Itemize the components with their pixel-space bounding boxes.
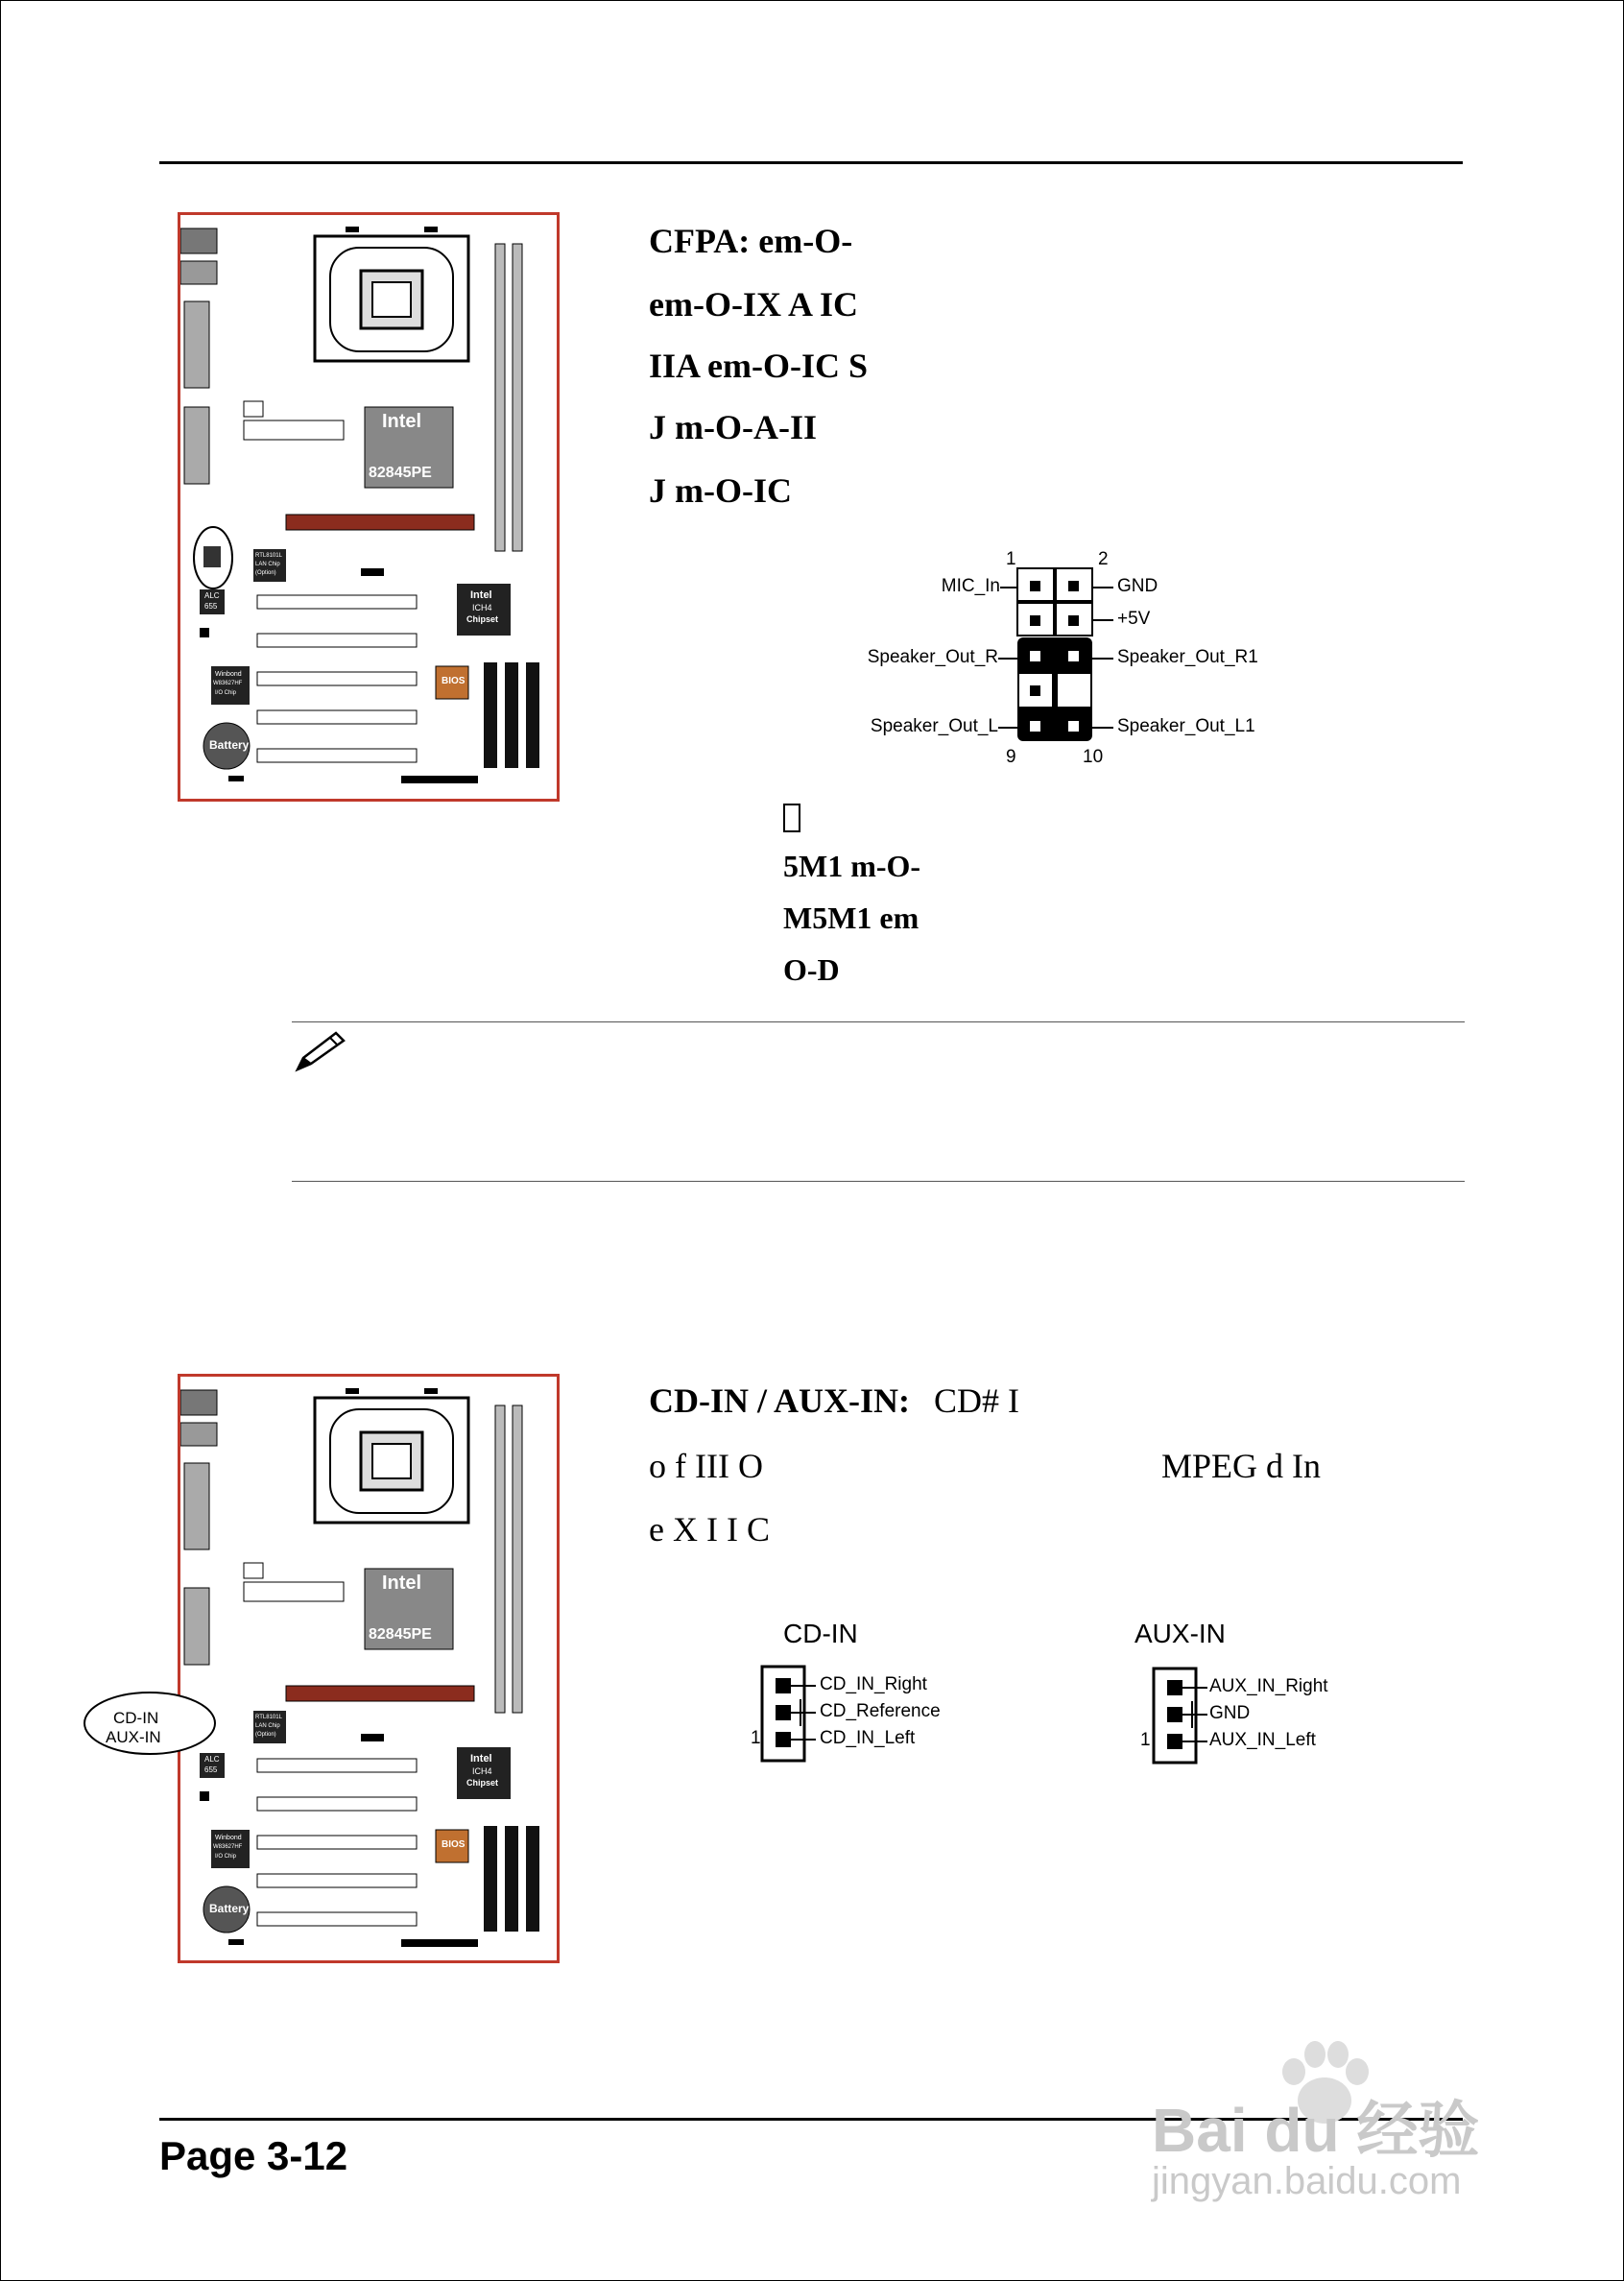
- motherboard-diagram-2: [178, 1374, 560, 1963]
- callout-aux-in: AUX-IN: [106, 1728, 161, 1746]
- note-bottom-rule: [292, 1181, 1465, 1182]
- aux-in-title: AUX-IN: [1134, 1619, 1226, 1648]
- io-chip-label-2: W83627HF: [213, 681, 243, 686]
- section1-line-3: J m-O-A-II: [649, 408, 817, 446]
- cd-in-pin1: 1: [751, 1728, 761, 1748]
- pencil-icon: [292, 1027, 349, 1075]
- northbridge-label-2: 82845PE: [369, 1626, 432, 1643]
- header-rule: [159, 161, 1463, 164]
- aux-gnd-label: GND: [1209, 1703, 1251, 1723]
- section1-title-garbled: em-O-: [758, 222, 853, 260]
- bios-label: BIOS: [442, 676, 466, 686]
- io-chip-2-label-1: Winbond: [215, 1835, 242, 1841]
- io-chip-2-label-2: W83627HF: [213, 1844, 243, 1850]
- battery-label-2: Battery: [209, 1902, 250, 1915]
- section1-line-4: J m-O-IC: [649, 471, 792, 510]
- aux-in-left-label: AUX_IN_Left: [1209, 1730, 1316, 1750]
- section1-title-en: CFPA:: [649, 222, 751, 260]
- section1-title: [649, 221, 852, 261]
- codec-2-label-1: ALC: [204, 1755, 220, 1764]
- southbridge-2-label-1: Intel: [470, 1753, 492, 1765]
- gnd-label: GND: [1117, 576, 1158, 596]
- aux-in-connector: [1133, 1619, 1382, 1772]
- io-chip-label-3: I/O Chip: [215, 690, 237, 696]
- battery-label: Battery: [209, 738, 250, 752]
- lan-chip-label-3: (Option): [255, 570, 276, 576]
- southbridge-label-3: Chipset: [466, 614, 499, 624]
- section1-note-3: M5M1 em: [783, 900, 919, 935]
- lan-chip-label-1: RTL8101L: [255, 553, 282, 559]
- lan-chip-2-label-2: LAN Chip: [255, 1723, 280, 1729]
- io-chip-label-1: Winbond: [215, 671, 242, 678]
- codec-2-label-2: 655: [204, 1765, 218, 1774]
- codec-label-1: ALC: [204, 591, 220, 600]
- section2-title-en: CD-IN / AUX-IN:: [649, 1381, 910, 1420]
- mic-in-label: MIC_In: [941, 576, 1000, 596]
- codec-label-2: 655: [204, 602, 218, 611]
- cd-in-right-label: CD_IN_Right: [820, 1674, 927, 1694]
- lan-chip-2-label-1: RTL8101L: [255, 1715, 282, 1720]
- section1-note-4: O-D: [783, 952, 840, 987]
- pin-1-label: 1: [1006, 549, 1016, 569]
- cd-reference-label: CD_Reference: [820, 1701, 941, 1721]
- lan-chip-label-2: LAN Chip: [255, 562, 280, 567]
- speaker-out-r1-label: Speaker_Out_R1: [1117, 647, 1258, 667]
- bios-label-2: BIOS: [442, 1839, 466, 1850]
- note-top-rule: [292, 1021, 1465, 1022]
- section2-line-3: e X I I C: [649, 1510, 770, 1549]
- northbridge-brand-2: Intel: [382, 1573, 422, 1594]
- pin-10-label: 10: [1083, 747, 1104, 767]
- io-chip-2-label-3: I/O Chip: [215, 1854, 237, 1860]
- section2-title: [649, 1381, 1019, 1421]
- note-box-glyph: [783, 804, 800, 832]
- cd-in-left-label: CD_IN_Left: [820, 1728, 916, 1748]
- northbridge-label: 82845PE: [369, 465, 432, 481]
- aux-in-right-label: AUX_IN_Right: [1209, 1676, 1328, 1696]
- pin-9-label: 9: [1006, 747, 1016, 767]
- watermark-brand: Bai du 经验: [1152, 2096, 1480, 2165]
- section2-line-2: MPEG d In: [1161, 1447, 1322, 1485]
- pin-2-label: 2: [1098, 549, 1109, 569]
- plus5v-label: +5V: [1117, 609, 1151, 629]
- northbridge-brand: Intel: [382, 411, 422, 432]
- cd-in-title: CD-IN: [783, 1619, 858, 1648]
- section1-line-2: IIA em-O-IC S: [649, 347, 869, 385]
- section2-title-garbled: CD# I: [934, 1381, 1019, 1420]
- southbridge-label-1: Intel: [470, 589, 492, 601]
- aux-in-pin1: 1: [1140, 1730, 1151, 1750]
- speaker-out-l-label: Speaker_Out_L: [870, 716, 998, 736]
- motherboard-diagram-1: [178, 212, 560, 802]
- section1-note-2: 5M1 m-O-: [783, 849, 921, 883]
- southbridge-2-label-3: Chipset: [466, 1778, 499, 1788]
- front-audio-connector: [845, 549, 1286, 780]
- southbridge-2-label-2: ICH4: [472, 1766, 492, 1776]
- cd-in-connector: [739, 1619, 989, 1772]
- watermark-url: jingyan.baidu.com: [1152, 2160, 1462, 2202]
- section2-line-1: o f III O: [649, 1447, 763, 1485]
- speaker-out-r-label: Speaker_Out_R: [867, 647, 998, 667]
- lan-chip-2-label-3: (Option): [255, 1732, 276, 1738]
- speaker-out-l1-label: Speaker_Out_L1: [1117, 716, 1255, 736]
- page-number: Page 3-12: [159, 2133, 348, 2178]
- section1-note-1: [783, 797, 800, 832]
- southbridge-label-2: ICH4: [472, 603, 492, 612]
- callout-cd-in: CD-IN: [113, 1709, 159, 1727]
- section1-line-1: em-O-IX A IC: [649, 285, 858, 324]
